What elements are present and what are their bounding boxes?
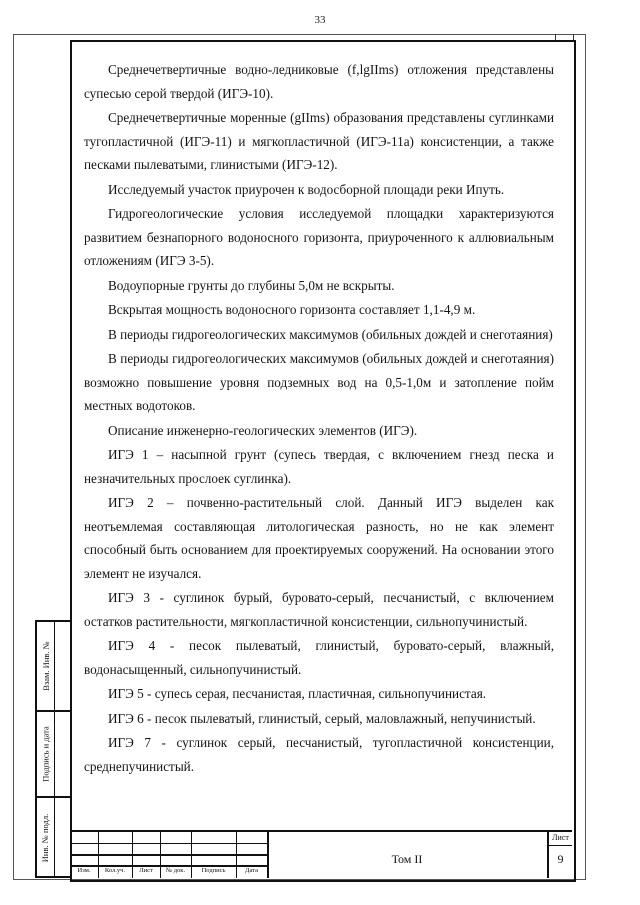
document-body (84, 58, 554, 779)
title-block-grid (70, 832, 267, 878)
frame-notch (555, 34, 574, 40)
page-number: 33 (314, 14, 326, 26)
side-stamp-divider (54, 622, 55, 876)
col-data: Дата (245, 867, 258, 874)
paragraph: Вскрытая мощность водоносного горизонта составляет 1,1-4,9 м. (108, 302, 476, 317)
col-list: Лист (139, 867, 153, 874)
grid-line (70, 843, 267, 844)
col-doc: № док. (165, 867, 186, 874)
side-stamp-podpis-label: Подпись и дата (40, 726, 51, 782)
paragraph: В периоды гидрогеологических максимумов (обильных дождей и снеготаяния) (108, 326, 553, 342)
title-block (70, 830, 572, 878)
paragraph: ИГЭ 3 - суглинок бурый, буровато-серый, песчанистый, с включением остатков растительности, мягкопластичной консистенции, сильнопучинистый. (84, 590, 554, 629)
side-stamp-podpis (37, 712, 54, 796)
side-stamp-vzam (37, 622, 54, 710)
side-stamp-vzam-label: Взам. Инв. № (40, 641, 51, 691)
col-kol: Кол.уч. (104, 867, 126, 874)
paragraph: ИГЭ 6 - песок пылеватый, глинистый, серый, маловлажный, непучинистый. (108, 710, 536, 726)
paragraph: Среднечетвертичные моренные (gIIms) образования представлены суглинками тугопластичной (ИГЭ-11) и мягкопластичной (ИГЭ-11а) консистенции, а также песками пылеватыми, глинистыми (ИГЭ-12). (84, 110, 554, 172)
paragraph: Гидрогеологические условия исследуемой площадки характеризуются развитием безнапорного водоносного горизонта, приуроченного к аллювиальным отложениям (ИГЭ 3-5). (84, 206, 554, 268)
sheet-divider (547, 845, 572, 846)
paragraph: ИГЭ 5 - супесь серая, песчанистая, пластичная, сильнопучинистая. (108, 686, 487, 701)
paragraph: Водоупорные грунты до глубины 5,0м не вскрыты. (108, 277, 395, 293)
paragraph: Среднечетвертичные водно-ледниковые (f,lgIIms) отложения представлены супесью серой твердой (ИГЭ-10). (84, 62, 554, 101)
side-stamp-inv-label: Инв. № подл. (40, 813, 51, 863)
paragraph: В периоды гидрогеологических максимумов (обильных дождей и снеготаяния) возможно повышение уровня подземных вод на 0,5-1,0м и затопление пойм местных водотоков. (84, 351, 554, 413)
grid-line (70, 854, 267, 856)
sheet-label: Лист (552, 833, 569, 842)
paragraph: Исследуемый участок приурочен к водосборной площади реки Ипуть. (108, 181, 505, 197)
paragraph: Описание инженерно-геологических элементов (ИГЭ). (108, 422, 418, 438)
paragraph: ИГЭ 7 - суглинок серый, песчанистый, тугопластичной консистенции, среднепучинистый. (84, 735, 554, 774)
paragraph: ИГЭ 4 - песок пылеватый, глинистый, буровато-серый, влажный, водонасыщенный, сильнопучинистый. (84, 638, 554, 677)
paragraph: ИГЭ 1 – насыпной грунт (супесь твердая, с включением гнезд песка и незначительных прослоек суглинка). (84, 447, 554, 486)
col-izm: Изм. (77, 867, 91, 874)
volume-label: Том II (391, 852, 423, 866)
paragraph: ИГЭ 2 – почвенно-растительный слой. Данный ИГЭ выделен как неотъемлемая составляющая литологическая разность, но не как элемент способный быть основанием для проектируемых сооружений. На основании этого элемент не изучался. (84, 495, 554, 581)
side-stamp-inv (37, 798, 54, 878)
sheet-number: 9 (557, 852, 564, 866)
side-stamp (35, 620, 70, 878)
col-podpis: Подпись (201, 867, 226, 874)
